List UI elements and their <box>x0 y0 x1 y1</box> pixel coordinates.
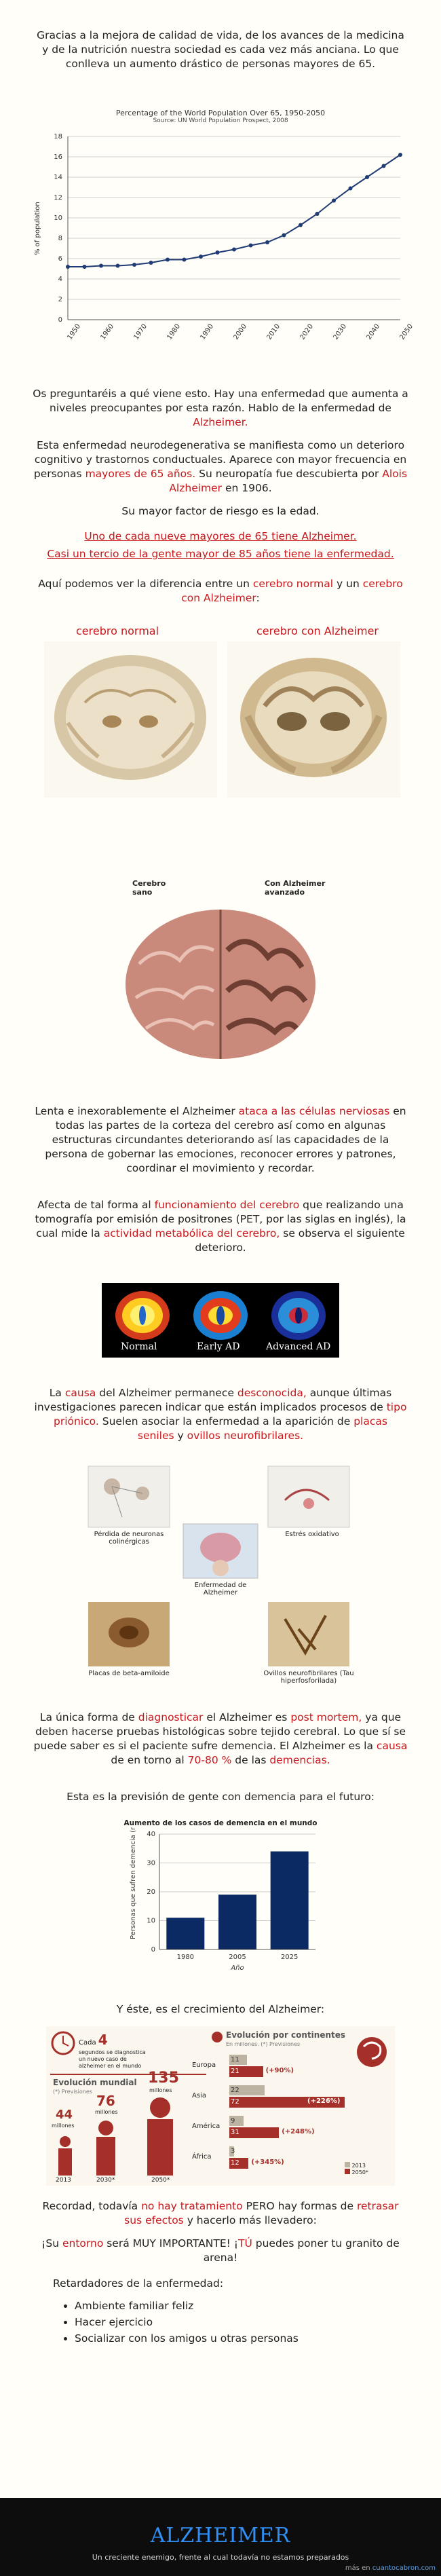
pet-label-advanced: Advanced AD <box>266 1341 331 1352</box>
data-point <box>315 212 320 216</box>
data-point <box>332 199 336 203</box>
list-item: • Socializar con los amigos u otras personas <box>75 2330 299 2347</box>
data-point <box>232 248 236 252</box>
paragraph-risk: Su mayor factor de riesgo es la edad. <box>121 505 320 517</box>
alzheimer-word: Alzheimer. <box>193 416 248 428</box>
growth-percent: (+248%) <box>282 2128 315 2135</box>
growth-percent: (+90%) <box>265 2067 294 2074</box>
paragraph-treatment: Recordad, todavía no hay tratamiento PERO hay formas de retrasar sus efectos y hacerlo más llevadero: <box>42 2200 399 2226</box>
pathology-diagram <box>81 1463 360 1694</box>
paragraph-cause: La causa del Alzheimer permanece desconocida, aunque últimas investigaciones parecen indicar que están implicados procesos de tipo priónico. Suelen asociar la enfermedad a la aparición de placas seniles y ovillos neurofibrilares. <box>34 1387 407 1442</box>
data-point <box>183 258 187 262</box>
y-tick-label: 20 <box>147 1888 155 1896</box>
x-tick-label: 1980 <box>166 322 183 341</box>
bar-2050: 31 <box>229 2127 279 2138</box>
y-tick-label: 4 <box>58 276 62 283</box>
continent-row <box>192 2084 368 2112</box>
diagram-label-neurons: Pérdida de neuronas colinérgicas <box>94 1531 164 1546</box>
data-point <box>265 240 269 244</box>
bar-2050: 72 <box>229 2097 345 2108</box>
data-point <box>282 234 286 238</box>
paragraph-growth: Y éste, es el crecimiento del Alzheimer: <box>116 2003 325 2015</box>
x-axis-label: Año <box>231 1964 244 1972</box>
retardants-title: Retardadores de la enfermedad: <box>53 2277 224 2290</box>
list-item: • Ambiente familiar feliz <box>75 2298 299 2314</box>
x-tick-label: 1970 <box>132 322 149 341</box>
continent-name: Europa <box>192 2061 216 2069</box>
data-point <box>149 261 153 265</box>
y-tick-label: 0 <box>58 316 62 324</box>
continent-name: América <box>192 2123 220 2130</box>
bar-2013: 9 <box>229 2116 244 2126</box>
chart-source: Source: UN World Population Prospect, 2008 <box>153 117 288 124</box>
paragraph-environment: ¡Su entorno será MUY IMPORTANTE! ¡TÚ puedes poner tu granito de arena! <box>41 2237 400 2264</box>
data-point <box>116 264 120 268</box>
y-tick-label: 6 <box>58 255 62 263</box>
paragraph-compare: Aquí podemos ver la diferencia entre un cerebro normal y un cerebro con Alzheimer: <box>38 578 403 604</box>
stat-one-third: Casi un tercio de la gente mayor de 85 años tiene la enfermedad. <box>47 548 394 560</box>
bar-2013: 11 <box>229 2055 247 2065</box>
data-point <box>216 250 220 255</box>
pet-label-normal: Normal <box>121 1341 157 1352</box>
paragraph-attack: Lenta e inexorablemente el Alzheimer ataca a las células nerviosas en todas las partes de la corteza del cerebro así como en algunas estructuras circundantes deteriorando así las capacidades de la persona de gobernar las emociones, reconocer errores y patrones, coordinar el movimiento y recordar. <box>35 1105 406 1174</box>
info-135: 135 <box>148 2070 179 2087</box>
diagram-label-oxidative: Estrés oxidativo <box>285 1531 339 1538</box>
x-tick-label: 1980 <box>176 1954 195 1961</box>
label-healthy-brain: Cerebro sano <box>132 879 166 897</box>
paragraph-forecast: Esta es la previsión de gente con demencia para el futuro: <box>66 1791 375 1803</box>
y-tick-label: 16 <box>54 153 62 161</box>
info-world-title: Evolución mundial <box>53 2078 137 2087</box>
bar-2013: 22 <box>229 2085 265 2095</box>
dementia-bar-chart <box>112 1819 329 1985</box>
y-tick-label: 14 <box>54 174 62 181</box>
post-subtitle: Un creciente enemigo, frente al cual todavía no estamos preparados <box>92 2553 349 2562</box>
x-tick-label: 2050 <box>398 322 414 341</box>
continent-row <box>192 2053 368 2082</box>
diagram-label-tangles: Ovillos neurofibrilares (Tau hiperfosforilada) <box>263 1670 354 1685</box>
population-chart <box>27 109 414 370</box>
intro-paragraph: Gracias a la mejora de calidad de vida, de los avances de la medicina y de la nutrición nuestra sociedad es cada vez más anciana. Lo que conlleva un aumento drástico de personas mayores de 65. <box>37 29 404 70</box>
paragraph-2: Os preguntaréis a qué viene esto. Hay una enfermedad que aumenta a niveles preocupantes por esta razón. Hablo de la enfermedad de Alzheimer. <box>33 388 408 428</box>
stat-one-in-nine: Uno de cada nueve mayores de 65 tiene Alzheimer. <box>84 530 357 542</box>
more-link[interactable]: más en cuantocabron.com <box>345 2564 436 2572</box>
diagram-label-disease: Enfermedad de Alzheimer <box>194 1582 247 1597</box>
x-tick-label: 2005 <box>229 1954 246 1961</box>
info-44: 44 <box>56 2108 73 2122</box>
x-tick-label: 1950 <box>66 322 83 341</box>
data-point <box>66 265 70 269</box>
continent-bars <box>192 2053 368 2176</box>
bar <box>271 1852 309 1950</box>
bar <box>218 1894 256 1949</box>
brain-half-comparison-image <box>119 903 322 1066</box>
normal-brain-image <box>44 641 217 798</box>
data-point <box>99 264 103 268</box>
data-point <box>132 263 136 267</box>
continent-row <box>192 2145 368 2173</box>
x-tick-label: 2030 <box>332 322 349 341</box>
growth-percent: (+345%) <box>251 2159 284 2166</box>
growth-percent: (+226%) <box>307 2097 341 2105</box>
y-tick-label: 8 <box>58 235 62 242</box>
y-tick-label: 10 <box>147 1917 155 1925</box>
alzheimer-brain-image <box>227 641 400 798</box>
line-chart-svg <box>27 124 414 365</box>
paragraph-3: Esta enfermedad neurodegenerativa se manifiesta como un deterioro cognitivo y trastornos conductuales. Aparece con mayor frecuencia en personas mayores de 65 años. Su neuropatía fue descubierta por Alois Alzheimer en 1906. <box>33 439 408 494</box>
bar <box>166 1918 204 1949</box>
label-advanced-alzheimer: Con Alzheimer avanzado <box>265 879 326 897</box>
y-tick-label: 0 <box>151 1946 155 1954</box>
y-tick-label: 40 <box>147 1831 155 1838</box>
chart-title: Percentage of the World Population Over 65, 1950-2050 <box>115 109 326 117</box>
label-alzheimer-brain: cerebro con Alzheimer <box>256 624 379 637</box>
bar-chart-svg <box>112 1827 329 1982</box>
list-item: • Hacer ejercicio <box>75 2314 299 2330</box>
bar-chart-title: Aumento de los casos de demencia en el mundo <box>123 1819 318 1827</box>
x-tick-label: 2010 <box>265 322 282 341</box>
bar-2050: 12 <box>229 2158 248 2169</box>
growth-infographic: Cada 4 segundos se diagnostica un nuevo caso de alzheimer en el mundo Evolución mundial (*) Previsiones 44 millones 76 millones 135 millones 2013 2030* 2050* Evolución por continentes En millones. (*) Previsiones Europa 11 21 (+90%) Asia 22 72 (+226%) América 9 31 (+248%) África 3 12 (+345%) 2013 2050* <box>46 2026 395 2186</box>
data-point <box>365 175 369 179</box>
info-seconds-text: segundos se diagnostica un nuevo caso de alzheimer en el mundo <box>79 2049 146 2069</box>
y-tick-label: 18 <box>54 133 62 141</box>
x-tick-label: 2040 <box>365 322 382 341</box>
continent-name: Asia <box>192 2092 206 2099</box>
y-tick-label: 12 <box>54 194 62 202</box>
bar-2013: 3 <box>231 2148 235 2155</box>
continent-name: África <box>192 2153 212 2161</box>
y-tick-label: 30 <box>147 1859 155 1867</box>
info-76: 76 <box>96 2093 115 2109</box>
y-tick-label: 2 <box>58 296 62 303</box>
paragraph-pet: Afecta de tal forma al funcionamiento del cerebro que realizando una tomografía por emisión de positrones (PET, por las siglas en inglés), la cual mide la actividad metabólica del cerebro, se observa el siguiente deterioro. <box>35 1199 406 1254</box>
x-tick-label: 2025 <box>280 1954 299 1961</box>
data-point <box>382 164 386 168</box>
data-point <box>398 153 402 157</box>
data-point <box>83 265 87 269</box>
footer-bar <box>0 2498 441 2576</box>
data-point <box>349 187 353 191</box>
y-axis-label: % of population <box>34 202 41 255</box>
pet-label-early: Early AD <box>197 1341 240 1352</box>
x-tick-label: 2020 <box>299 322 315 341</box>
post-title[interactable]: ALZHEIMER <box>150 2524 291 2547</box>
x-tick-label: 2000 <box>232 322 249 341</box>
y-axis-label: Personas que sufren demencia (millones) <box>130 1827 137 1939</box>
x-tick-label: 1990 <box>199 322 216 341</box>
data-point <box>199 255 203 259</box>
paragraph-diagnosis: La única forma de diagnosticar el Alzheimer es post mortem, ya que deben hacerse pruebas histológicas sobre tejido cerebral. Lo que sí se puede saber es si el paciente sufre demencia. El Alzheimer es la causa de en torno al 70-80 % de las demencias. <box>33 1711 408 1766</box>
data-point <box>249 244 253 248</box>
retardants-list <box>61 2298 299 2347</box>
continent-row <box>192 2114 368 2143</box>
label-normal-brain: cerebro normal <box>76 624 159 637</box>
y-tick-label: 10 <box>54 214 62 222</box>
data-point <box>299 223 303 227</box>
data-point <box>166 258 170 262</box>
pet-scan-image <box>102 1283 339 1358</box>
diagram-label-plaques: Placas de beta-amiloide <box>88 1670 170 1677</box>
info-continent-title: Evolución por continentes <box>226 2030 346 2040</box>
x-tick-label: 1960 <box>99 322 116 341</box>
bar-2050: 21 <box>229 2066 263 2077</box>
